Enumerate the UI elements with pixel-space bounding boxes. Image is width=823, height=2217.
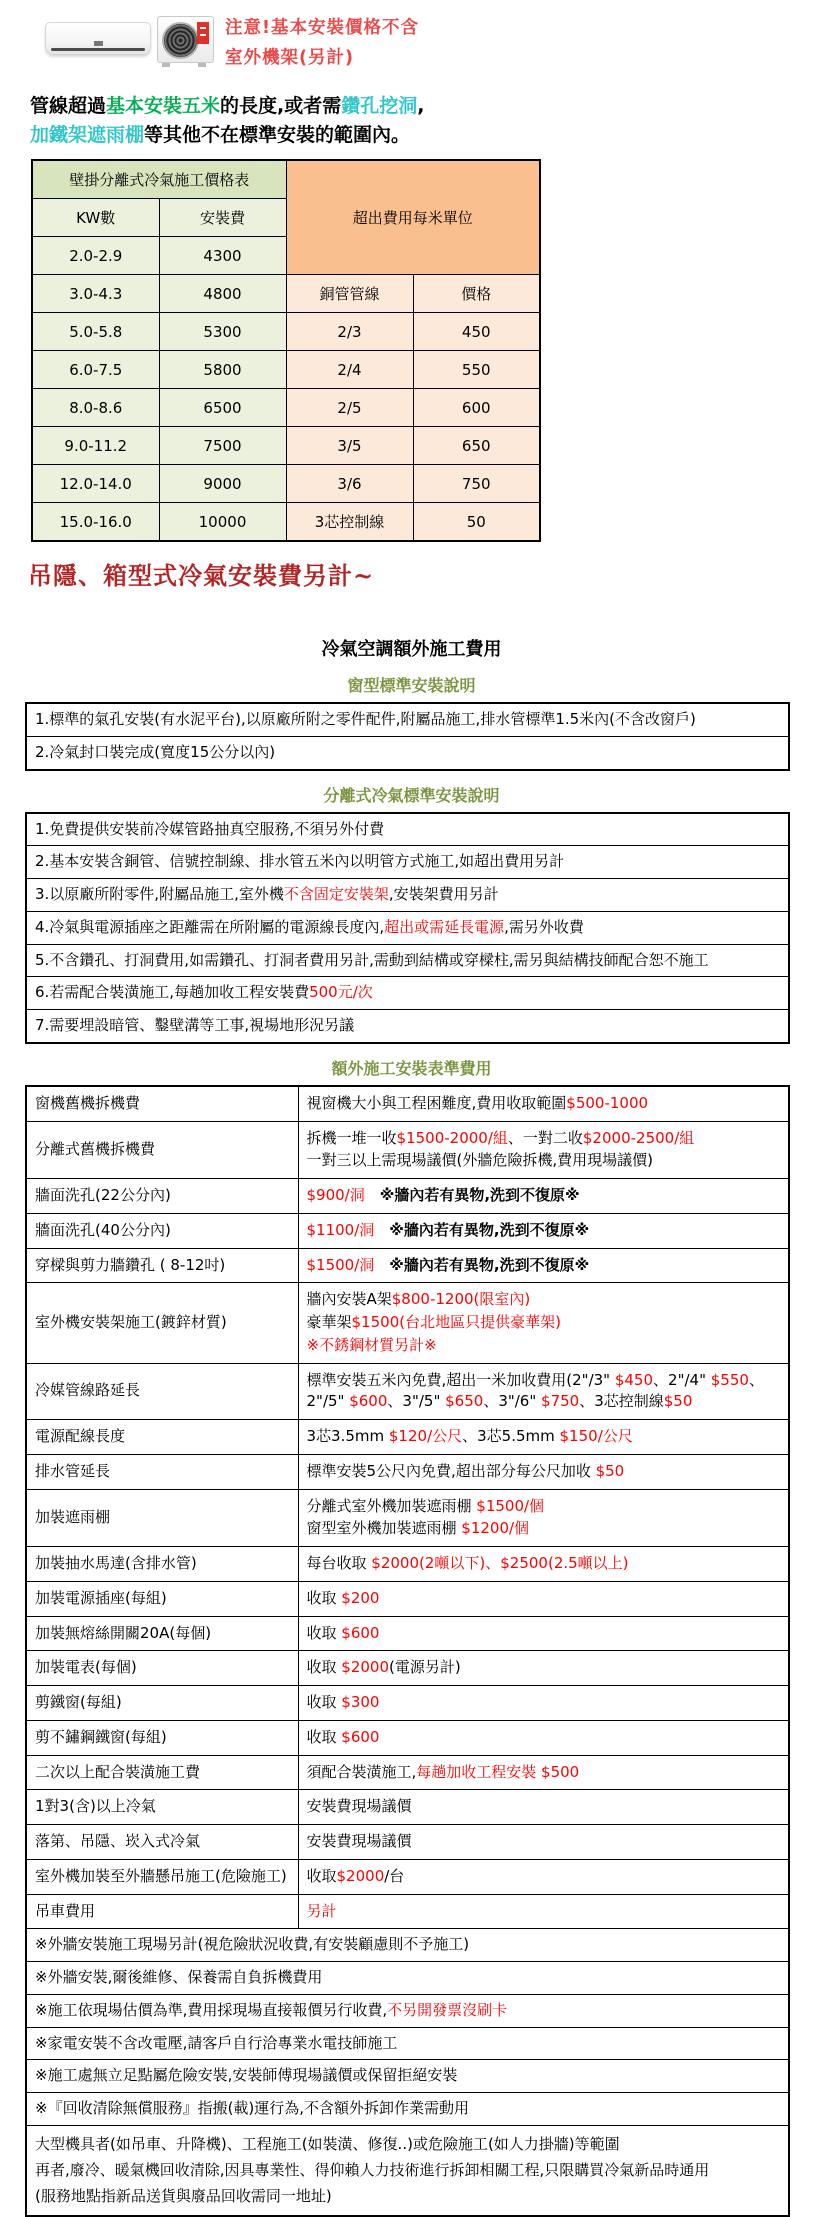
outdoor-unit-image	[157, 16, 214, 63]
fee-content-cell	[298, 1616, 789, 1651]
page	[0, 6, 823, 2217]
bottom-note-line: 再者,廢冷、暖氣機回收清除,因具專業性、得仰賴人力技術進行拆卸相關工程,只限購買冷氣新品時通用	[35, 2161, 710, 2179]
standard-cell	[26, 911, 789, 944]
text-segment: 窗型室外機加裝遮雨棚	[306, 1519, 462, 1538]
fee-row	[26, 1420, 789, 1455]
text-segment: $1500(台北地區只提供豪華架)	[351, 1313, 561, 1331]
text-segment: 安裝費現場議價	[306, 1797, 412, 1816]
pipe-cell: 2/5	[286, 389, 413, 427]
window-standard-body	[26, 703, 789, 770]
pipe-cell: 2/4	[286, 351, 413, 389]
fee-line	[307, 1901, 781, 1923]
text-segment: 管線超過	[30, 95, 107, 117]
fee-row	[26, 1179, 789, 1214]
fee-row	[26, 1283, 789, 1363]
fee-content-cell	[298, 1581, 789, 1616]
text-segment: 7.需要埋設暗管、鑿壁溝等工事,視場地形況另議	[35, 1016, 355, 1034]
standard-cell	[26, 977, 789, 1010]
standard-row	[26, 846, 789, 879]
text-segment: 收取	[306, 1727, 342, 1746]
standard-cell	[26, 879, 789, 912]
kw-header-cell: KW數	[32, 199, 159, 237]
text-segment: ※外牆安裝施工現場另計(視危險狀況收費,有安裝顧慮則不予施工)	[35, 1935, 470, 1954]
fee-line	[307, 1588, 781, 1610]
fee-content-cell	[298, 1547, 789, 1582]
text-segment: $600	[349, 1392, 388, 1411]
text-segment: $2000	[341, 1658, 389, 1677]
fee-line	[307, 1518, 781, 1540]
pipe-price-cell: 750	[413, 465, 540, 503]
fee-cell: 5800	[159, 351, 286, 389]
note-cell	[26, 1929, 789, 1962]
fee-row	[26, 1720, 789, 1755]
note-row	[26, 2060, 789, 2093]
fee-label-cell: 排水管延長	[26, 1454, 298, 1489]
fee-row	[26, 1686, 789, 1721]
pipe-cell: 銅管管線	[286, 275, 413, 313]
fee-content-cell	[298, 1454, 789, 1489]
text-segment: ※施工處無立足點屬危險安裝,安裝師傅現場議價或保留拒絕安裝	[35, 2066, 458, 2085]
bottom-note-line: (服務地點指新品送貨與廢品回收需同一地址)	[35, 2187, 332, 2206]
fee-label-cell: 1對3(含)以上冷氣	[26, 1790, 298, 1825]
extra-fee-header-cell: 超出費用每米單位	[286, 160, 540, 275]
price-table	[31, 159, 541, 542]
fee-line	[307, 1866, 781, 1888]
fee-row	[26, 1790, 789, 1825]
text-segment: 、2"/4"	[653, 1370, 711, 1389]
fee-row	[26, 1547, 789, 1582]
standard-row	[26, 879, 789, 912]
fee-row	[26, 1248, 789, 1283]
text-segment: $1500/洞	[306, 1255, 375, 1274]
fee-cell: 10000	[159, 503, 286, 542]
text-segment: $800-1200(限室內)	[391, 1290, 531, 1309]
fee-label-cell: 剪不鏽鋼鐵窗(每組)	[26, 1720, 298, 1755]
fee-line	[307, 1150, 781, 1172]
standard-cell	[26, 846, 789, 879]
text-segment: $450	[614, 1370, 654, 1389]
text-segment: 2.冷氣封口裝完成(寬度15公分以內)	[35, 742, 276, 761]
price-row	[32, 503, 540, 542]
fee-label-cell: 吊車費用	[26, 1894, 298, 1929]
intro-line	[30, 121, 823, 150]
text-segment: ,	[417, 95, 425, 117]
text-segment: ,需另外收費	[504, 917, 584, 936]
fee-content-cell	[298, 1686, 789, 1721]
text-segment: 每台收取	[306, 1554, 372, 1572]
text-segment: ※牆內若有異物,洗到不復原※	[374, 1255, 590, 1274]
fee-content-cell	[298, 1720, 789, 1755]
text-segment: 牆內安裝A架	[306, 1290, 392, 1309]
standard-row	[26, 703, 789, 736]
fee-label-cell: 窗機舊機拆機費	[26, 1086, 298, 1121]
fee-line	[307, 1289, 781, 1311]
fee-line	[307, 1370, 781, 1414]
text-segment: 1.標準的氣孔安裝(有水泥平台),以原廠所附之零件配件,附屬品施工,排水管標準1.5米內(不含改窗戶)	[35, 710, 696, 728]
text-segment: 標準安裝五米內免費,超出一米加收費用(2"/3"	[306, 1370, 615, 1389]
text-segment: 、3"/5"	[387, 1392, 446, 1411]
intro-text	[30, 92, 823, 149]
bottom-note-line: 大型機具者(如吊車、升降機)、工程施工(如裝潢、修復..)或危險施工(如人力掛牆)等範圍	[35, 2134, 620, 2153]
fee-row	[26, 1489, 789, 1547]
pipe-price-cell: 50	[413, 503, 540, 542]
text-segment: /台	[384, 1866, 405, 1885]
text-segment: 一對三以上需現場議價(外牆危險拆機,費用現場議價)	[306, 1151, 653, 1170]
fee-cell: 4800	[159, 275, 286, 313]
standard-cell	[26, 944, 789, 977]
price-row	[32, 313, 540, 351]
fee-label-cell: 剪鐵窗(每組)	[26, 1686, 298, 1721]
fee-row	[26, 1616, 789, 1651]
fee-content-cell	[298, 1248, 789, 1283]
text-segment: 鑽孔挖洞	[341, 95, 418, 117]
text-segment: $50	[663, 1392, 693, 1411]
text-segment: 收取	[306, 1623, 342, 1642]
text-segment: 基本安裝五米	[106, 95, 221, 117]
text-segment: 6.若需配合裝潢施工,每趟加收工程安裝費	[35, 983, 310, 1002]
text-segment: 不含固定安裝架	[283, 885, 389, 903]
standard-row	[26, 1010, 789, 1043]
fee-content-cell	[298, 1420, 789, 1455]
note-row	[26, 2093, 789, 2126]
brand-label	[197, 22, 209, 44]
fee-cell: 5300	[159, 313, 286, 351]
fee-header-cell: 安裝費	[159, 199, 286, 237]
fee-label-cell: 加裝無熔絲開關20A(每個)	[26, 1616, 298, 1651]
fee-line	[307, 1185, 781, 1207]
fee-content-cell	[298, 1086, 789, 1121]
text-segment: $600	[341, 1727, 380, 1746]
fee-content-cell	[298, 1179, 789, 1214]
text-segment: 、3芯控制線	[579, 1392, 664, 1411]
fee-cell: 7500	[159, 427, 286, 465]
standard-row	[26, 944, 789, 977]
standard-row	[26, 977, 789, 1010]
price-table-body	[32, 160, 540, 541]
fan-grille-icon	[162, 22, 199, 59]
indoor-unit-image	[45, 22, 151, 55]
extra-fee-table	[25, 1085, 790, 2217]
section-title: 冷氣空調額外施工費用	[321, 639, 502, 660]
fee-row	[26, 1454, 789, 1489]
text-segment: ※家電安裝不含改電壓,請客戶自行洽專業水電技師施工	[35, 2033, 398, 2052]
extra-fee-body	[26, 1086, 789, 2216]
hanging-box-note: 吊隱、箱型式冷氣安裝費另計~	[28, 561, 375, 590]
text-segment: 加鐵架遮雨棚	[30, 123, 145, 146]
text-segment: (電源另計)	[389, 1658, 461, 1677]
fee-line	[307, 1623, 781, 1645]
kw-cell: 9.0-11.2	[32, 427, 159, 465]
fee-label-cell: 加裝電表(每個)	[26, 1651, 298, 1686]
text-segment: 分離式室外機加裝遮雨棚	[306, 1496, 477, 1515]
text-segment: 、3"/6"	[483, 1392, 542, 1411]
text-segment: 豪華架	[306, 1313, 352, 1331]
fee-cell: 4300	[159, 237, 286, 275]
fee-content-cell	[298, 1825, 789, 1860]
fee-line	[307, 1692, 781, 1714]
text-segment: ※不銹鋼材質另計※	[306, 1335, 437, 1354]
text-segment: 標準安裝5公尺內免費,超出部分每公尺加收	[306, 1461, 596, 1480]
pipe-price-cell: 550	[413, 351, 540, 389]
kw-cell: 8.0-8.6	[32, 389, 159, 427]
fee-label-cell: 落第、吊隱、崁入式冷氣	[26, 1825, 298, 1860]
fee-line	[307, 1220, 781, 1242]
note-row	[26, 1929, 789, 1962]
note-cell	[26, 1994, 789, 2027]
fee-row	[26, 1363, 789, 1420]
fee-line	[307, 1128, 781, 1150]
text-segment: 3.以原廠所附零件,附屬品施工,室外機	[35, 885, 284, 903]
text-segment: 另計	[306, 1901, 337, 1920]
text-segment: $2000	[336, 1866, 385, 1885]
fee-row	[26, 1755, 789, 1790]
fee-label-cell: 穿樑與剪力牆鑽孔 ( 8-12吋)	[26, 1248, 298, 1283]
text-segment: ※『回收清除無償服務』指搬(載)運行為,不含額外拆卸作業需動用	[35, 2099, 470, 2117]
note-cell	[26, 1962, 789, 1995]
standard-cell	[26, 736, 789, 769]
text-segment: 不另開發票沒刷卡	[387, 2000, 508, 2019]
fee-row	[26, 1651, 789, 1686]
fee-label-cell: 室外機加裝至外牆懸吊施工(危險施工)	[26, 1859, 298, 1894]
text-segment: $2000(2噸以下)、$2500(2.5噸以上)	[371, 1554, 629, 1572]
fee-cell: 9000	[159, 465, 286, 503]
kw-cell: 6.0-7.5	[32, 351, 159, 389]
fee-content-cell	[298, 1790, 789, 1825]
warning-text	[225, 14, 419, 74]
text-segment: 2.基本安裝含銅管、信號控制線、排水管五米內以明管方式施工,如超出費用另計	[35, 852, 565, 871]
standard-row	[26, 736, 789, 769]
standard-cell	[26, 813, 789, 846]
text-segment: $2000-2500/組	[582, 1128, 695, 1147]
note-row	[26, 1994, 789, 2027]
fee-content-cell	[298, 1755, 789, 1790]
text-segment: $50	[595, 1461, 625, 1480]
text-segment: 視窗機大小與工程困難度,費用收取範圍	[306, 1093, 567, 1112]
standard-row	[26, 813, 789, 846]
intro-line	[30, 92, 823, 121]
pipe-cell: 3/5	[286, 427, 413, 465]
fee-label-cell: 加裝電源插座(每組)	[26, 1581, 298, 1616]
price-row	[32, 351, 540, 389]
fee-row	[26, 1086, 789, 1121]
kw-cell: 3.0-4.3	[32, 275, 159, 313]
fee-line	[307, 1657, 781, 1679]
text-segment: 、一對二收	[507, 1128, 583, 1147]
fee-content-cell	[298, 1213, 789, 1248]
fee-row	[26, 1825, 789, 1860]
text-segment: ※外牆安裝,爾後維修、保養需自負拆機費用	[35, 1968, 323, 1986]
fee-line	[307, 1093, 781, 1115]
fee-content-cell	[298, 1894, 789, 1929]
fee-label-cell: 牆面洗孔(22公分內)	[26, 1179, 298, 1214]
text-segment: $550	[710, 1370, 749, 1389]
fee-line	[307, 1762, 781, 1784]
fee-row	[26, 1213, 789, 1248]
pipe-price-cell: 450	[413, 313, 540, 351]
text-segment: $120/公尺	[388, 1427, 463, 1445]
note-cell	[26, 2093, 789, 2126]
pipe-cell: 2/3	[286, 313, 413, 351]
fee-label-cell: 室外機安裝架施工(鍍鋅材質)	[26, 1283, 298, 1363]
fee-line	[307, 1553, 781, 1575]
fee-content-cell	[298, 1363, 789, 1420]
text-segment: ,安裝架費用另計	[388, 885, 499, 903]
price-table-title: 壁掛分離式冷氣施工價格表	[32, 160, 286, 199]
fee-row	[26, 1581, 789, 1616]
fee-row	[26, 1894, 789, 1929]
price-row	[32, 465, 540, 503]
warning-text-line1: 注意!基本安裝價格不含	[225, 18, 419, 38]
text-segment: $1200/個	[461, 1519, 530, 1538]
text-segment: 收取	[306, 1693, 342, 1711]
fee-line	[307, 1255, 781, 1277]
header	[25, 6, 823, 76]
fee-label-cell: 冷媒管線路延長	[26, 1363, 298, 1420]
fee-line	[307, 1312, 781, 1334]
text-segment: $200	[341, 1588, 380, 1607]
text-segment: 的長度,或者需	[220, 95, 342, 117]
text-segment: 收取	[306, 1658, 342, 1677]
fee-label-cell: 牆面洗孔(40公分內)	[26, 1213, 298, 1248]
text-segment: 500元/次	[309, 983, 373, 1002]
text-segment: 每趟加收工程安裝 $500	[416, 1762, 580, 1781]
price-row	[32, 160, 540, 199]
kw-cell: 2.0-2.9	[32, 237, 159, 275]
text-segment: $750	[541, 1392, 580, 1411]
note-cell	[26, 2060, 789, 2093]
text-segment: ※牆內若有異物,洗到不復原※	[364, 1186, 580, 1204]
note-row	[26, 2027, 789, 2060]
bottom-note-row	[26, 2125, 789, 2215]
price-row	[32, 427, 540, 465]
fee-content-cell	[298, 1121, 789, 1179]
fee-line	[307, 1727, 781, 1749]
fee-row	[26, 1121, 789, 1179]
fee-content-cell	[298, 1651, 789, 1686]
fee-label-cell: 加裝抽水馬達(含排水管)	[26, 1547, 298, 1582]
text-segment: 安裝費現場議價	[306, 1832, 412, 1850]
fee-content-cell	[298, 1489, 789, 1547]
text-segment: ※牆內若有異物,洗到不復原※	[374, 1220, 590, 1239]
text-segment: $1100/洞	[306, 1220, 375, 1239]
text-segment: 超出或需延長電源	[384, 917, 505, 936]
price-row	[32, 389, 540, 427]
note-cell	[26, 2027, 789, 2060]
text-segment: $1500/個	[476, 1496, 545, 1515]
text-segment: 1.免費提供安裝前冷媒管路抽真空服務,不須另外付費	[35, 819, 385, 838]
text-segment: 須配合裝潢施工,	[306, 1762, 417, 1781]
fee-row	[26, 1859, 789, 1894]
fee-label-cell: 二次以上配合裝潢施工費	[26, 1755, 298, 1790]
text-segment: $300	[341, 1693, 380, 1711]
text-segment: $150/公尺	[559, 1427, 633, 1445]
text-segment: 等其他不在標準安裝的範圍內。	[144, 123, 411, 146]
window-standard-subtitle: 窗型標準安裝說明	[347, 676, 476, 695]
text-segment: $650	[445, 1392, 484, 1411]
split-standard-body	[26, 813, 789, 1043]
standard-cell	[26, 1010, 789, 1043]
text-segment: $1500-2000/組	[396, 1128, 508, 1147]
kw-cell: 15.0-16.0	[32, 503, 159, 542]
pipe-price-cell: 價格	[413, 275, 540, 313]
fee-line	[307, 1496, 781, 1518]
text-segment: 3芯3.5mm	[306, 1427, 389, 1445]
text-segment: $900/洞	[306, 1186, 365, 1204]
fee-label-cell: 電源配線長度	[26, 1420, 298, 1455]
fee-content-cell	[298, 1859, 789, 1894]
standard-row	[26, 911, 789, 944]
text-segment: 、2"/5"	[306, 1370, 764, 1411]
note-row	[26, 1962, 789, 1995]
split-standard-table	[25, 812, 790, 1044]
warning-text-line2: 室外機架(另計)	[225, 47, 354, 68]
fee-line	[307, 1335, 781, 1357]
pipe-price-cell: 650	[413, 427, 540, 465]
kw-cell: 5.0-5.8	[32, 313, 159, 351]
window-standard-table	[25, 702, 790, 771]
text-segment: 4.冷氣與電源插座之距離需在所附屬的電源線長度內,	[35, 917, 385, 936]
text-segment: 5.不含鑽孔、打洞費用,如需鑽孔、打洞者費用另計,需動到結構或穿樑柱,需另與結構技師配合恕不施工	[35, 950, 709, 969]
bottom-note-cell	[26, 2125, 789, 2215]
price-row	[32, 275, 540, 313]
standard-cell	[26, 703, 789, 736]
split-standard-subtitle: 分離式冷氣標準安裝說明	[323, 785, 500, 805]
text-segment: 收取	[306, 1588, 342, 1607]
pipe-cell: 3/6	[286, 465, 413, 503]
fee-line	[307, 1831, 781, 1853]
text-segment: 、3芯5.5mm	[462, 1427, 560, 1445]
fee-line	[307, 1796, 781, 1818]
text-segment: $600	[341, 1623, 380, 1642]
pipe-price-cell: 600	[413, 389, 540, 427]
fee-cell: 6500	[159, 389, 286, 427]
fee-line	[307, 1461, 781, 1483]
text-segment: $500-1000	[566, 1093, 649, 1112]
pipe-cell: 3芯控制線	[286, 503, 413, 542]
fee-label-cell: 分離式舊機拆機費	[26, 1121, 298, 1179]
kw-cell: 12.0-14.0	[32, 465, 159, 503]
extra-fee-subtitle: 額外施工安裝表準費用	[331, 1058, 492, 1078]
fee-label-cell: 加裝遮雨棚	[26, 1489, 298, 1547]
fee-line	[307, 1426, 781, 1448]
fee-content-cell	[298, 1283, 789, 1363]
text-segment: 收取	[306, 1866, 337, 1885]
text-segment: ※施工依現場估價為準,費用採現場直接報價另行收費,	[35, 2000, 388, 2019]
text-segment: 拆機一堆一收	[306, 1128, 397, 1147]
